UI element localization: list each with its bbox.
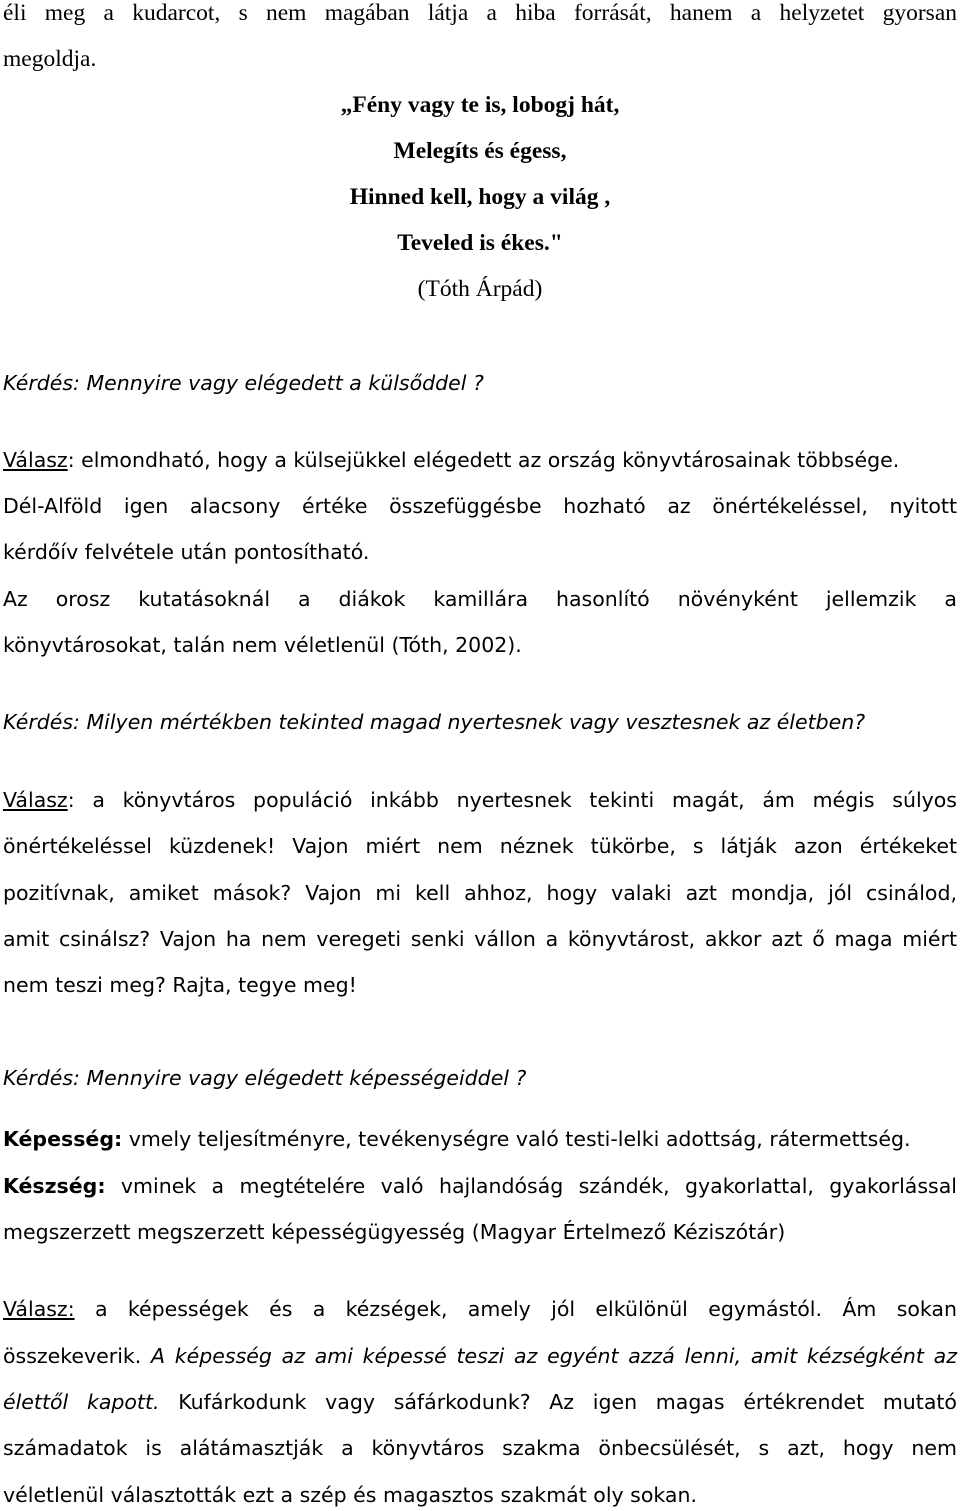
answer-line: önértékeléssel küzdenek! Vajon miért nem néznek tükörbe, s látják azon értékeket — [3, 834, 957, 858]
answer-line — [3, 1344, 957, 1368]
answer-emphasis: A képesség az ami képessé teszi az egyént azzá lenni, amit kézségként az — [151, 1344, 957, 1368]
answer-label: Válasz — [3, 788, 68, 812]
definition-line — [3, 1127, 957, 1151]
answer-line: könyvtárosokat, talán nem véletlenül (Tóth, 2002). — [3, 633, 522, 657]
definition-term: Képesség: — [3, 1127, 123, 1151]
answer-line — [3, 788, 957, 812]
answer-line: nem teszi meg? Rajta, tegye meg! — [3, 973, 357, 997]
poem-author: (Tóth Árpád) — [417, 276, 543, 302]
answer-text: a képességek és a kézségek, amely jól elkülönül egymástól. Ám sokan — [74, 1297, 957, 1321]
poem-line: Melegíts és égess, — [393, 138, 567, 164]
answer-line: amit csinálsz? Vajon ha nem veregeti senki vállon a könyvtárost, akkor azt ő maga miért — [3, 927, 957, 951]
paragraph-line: éli meg a kudarcot, s nem magában látja a hiba forrását, hanem a helyzetet gyorsan — [3, 0, 957, 26]
paragraph-line: megoldja. — [3, 46, 97, 72]
answer-text: összekeverik. — [3, 1344, 152, 1368]
answer-emphasis: élettől kapott. — [3, 1390, 160, 1414]
answer-label: Válasz — [3, 448, 68, 472]
question-heading: Kérdés: Milyen mértékben tekinted magad nyertesnek vagy vesztesnek az életben? — [3, 710, 866, 734]
answer-text: Kufárkodunk vagy sáfárkodunk? Az igen magas értékrendet mutató — [159, 1390, 957, 1414]
answer-line: véletlenül választották ezt a szép és magasztos szakmát oly sokan. — [3, 1483, 697, 1507]
answer-text: : a könyvtáros populáció inkább nyertesnek tekinti magát, ám mégis súlyos — [67, 788, 957, 812]
answer-line — [3, 1390, 957, 1414]
definition-text: vminek a megtételére való hajlandóság szándék, gyakorlattal, gyakorlással — [105, 1174, 957, 1198]
answer-line: Dél-Alföld igen alacsony értéke összefüggésbe hozható az önértékeléssel, nyitott — [3, 494, 957, 518]
poem-line: „Fény vagy te is, lobogj hát, — [340, 92, 620, 118]
definition-line — [3, 1174, 957, 1198]
definition-line: megszerzett megszerzett képességügyesség (Magyar Értelmező Kéziszótár) — [3, 1220, 786, 1244]
answer-label: Válasz: — [3, 1297, 75, 1321]
question-heading: Kérdés: Mennyire vagy elégedett a külsőddel ? — [3, 371, 484, 395]
definition-text: vmely teljesítményre, tevékenységre való testi-lelki adottság, rátermettség. — [122, 1127, 911, 1151]
answer-line: pozitívnak, amiket mások? Vajon mi kell ahhoz, hogy valaki azt mondja, jól csinálod, — [3, 881, 957, 905]
answer-line — [3, 448, 957, 472]
answer-line: Az orosz kutatásoknál a diákok kamillára hasonlító növényként jellemzik a — [3, 587, 957, 611]
answer-line — [3, 1297, 957, 1321]
answer-text: : elmondható, hogy a külsejükkel elégedett az ország könyvtárosainak többsége. — [67, 448, 900, 472]
answer-line: kérdőív felvétele után pontosítható. — [3, 540, 370, 564]
definition-term: Készség: — [3, 1174, 106, 1198]
question-heading: Kérdés: Mennyire vagy elégedett képességeiddel ? — [3, 1066, 527, 1090]
answer-line: számadatok is alátámasztják a könyvtáros szakma önbecsülését, s azt, hogy nem — [3, 1436, 957, 1460]
poem-line: Hinned kell, hogy a világ , — [349, 184, 611, 210]
poem-line: Teveled is ékes." — [397, 230, 563, 256]
